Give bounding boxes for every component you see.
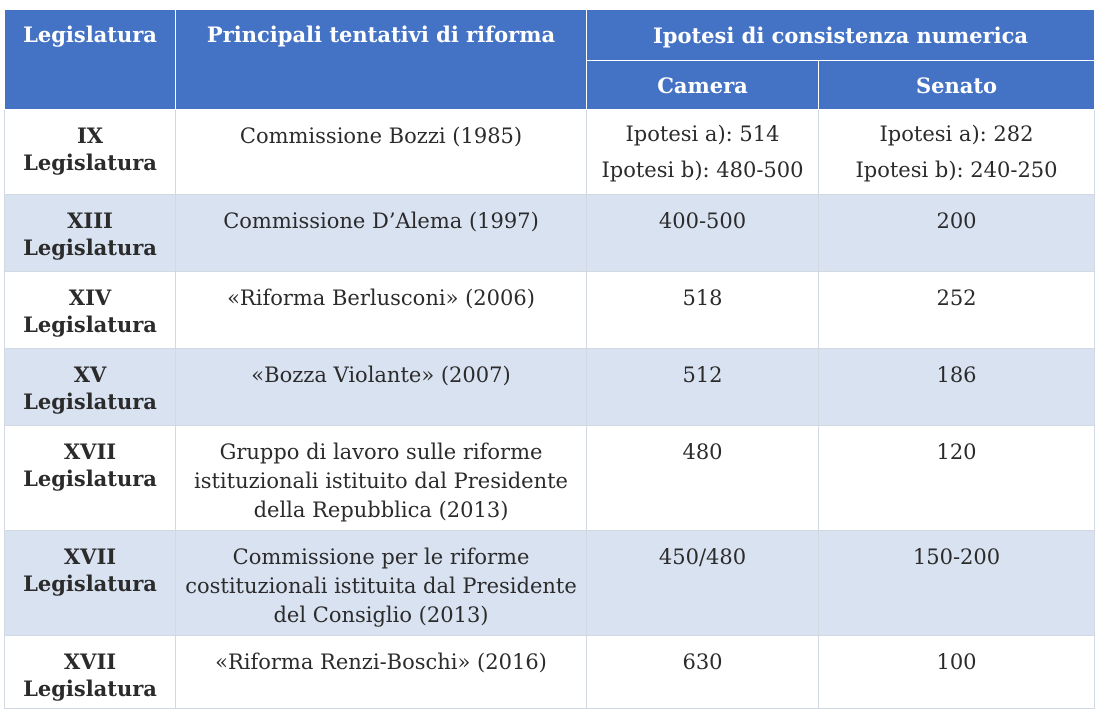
- legislatura-word: Legislatura: [23, 466, 157, 491]
- riforma-line: costituzionali istituita dal Presidente: [185, 574, 577, 598]
- camera-cell: [587, 110, 819, 195]
- header-legislatura: Legislatura: [5, 10, 176, 110]
- riforma-line: del Consiglio (2013): [273, 603, 489, 627]
- reform-table-container: [4, 9, 1094, 709]
- senato-cell: 186: [819, 349, 1095, 426]
- legislatura-cell: [5, 531, 176, 636]
- header-camera: Camera: [587, 61, 819, 110]
- reform-table: [4, 9, 1095, 709]
- riforma-cell: [176, 531, 587, 636]
- camera-cell: 512: [587, 349, 819, 426]
- legislatura-word: Legislatura: [23, 676, 157, 701]
- legislatura-word: Legislatura: [23, 312, 157, 337]
- camera-cell: 450/480: [587, 531, 819, 636]
- camera-cell: 630: [587, 636, 819, 709]
- legislatura-cell: [5, 110, 176, 195]
- header-row-top: [5, 10, 1095, 61]
- legislatura-cell: [5, 636, 176, 709]
- legislatura-number: XVII: [63, 649, 117, 674]
- table-row: [5, 531, 1095, 636]
- senato-hypothesis-b: Ipotesi b): 240-250: [855, 158, 1058, 182]
- riforma-line: della Repubblica (2013): [253, 498, 509, 522]
- legislatura-number: XIII: [67, 208, 113, 233]
- senato-cell: 150-200: [819, 531, 1095, 636]
- legislatura-number: XVII: [63, 544, 117, 569]
- legislatura-number: XVII: [63, 439, 117, 464]
- camera-hypothesis-a: Ipotesi a): 514: [625, 122, 780, 146]
- header-tentativi: Principali tentativi di riforma: [176, 10, 587, 110]
- table-row: [5, 636, 1095, 709]
- riforma-cell: Commissione Bozzi (1985): [176, 110, 587, 195]
- riforma-cell: «Bozza Violante» (2007): [176, 349, 587, 426]
- legislatura-number: IX: [76, 123, 104, 148]
- riforma-line: Gruppo di lavoro sulle riforme: [219, 440, 543, 464]
- legislatura-cell: [5, 272, 176, 349]
- legislatura-number: XIV: [68, 285, 112, 310]
- legislatura-word: Legislatura: [23, 235, 157, 260]
- legislatura-cell: [5, 349, 176, 426]
- senato-cell: 100: [819, 636, 1095, 709]
- legislatura-number: XV: [73, 362, 107, 387]
- header-ipotesi: Ipotesi di consistenza numerica: [587, 10, 1095, 61]
- table-row: [5, 110, 1095, 195]
- table-row: [5, 195, 1095, 272]
- legislatura-cell: [5, 195, 176, 272]
- header-senato: Senato: [819, 61, 1095, 110]
- riforma-cell: «Riforma Berlusconi» (2006): [176, 272, 587, 349]
- legislatura-word: Legislatura: [23, 571, 157, 596]
- camera-cell: 480: [587, 426, 819, 531]
- riforma-cell: «Riforma Renzi-Boschi» (2016): [176, 636, 587, 709]
- senato-hypothesis-a: Ipotesi a): 282: [879, 122, 1034, 146]
- legislatura-cell: [5, 426, 176, 531]
- camera-hypothesis-b: Ipotesi b): 480-500: [601, 158, 804, 182]
- riforma-cell: Commissione D’Alema (1997): [176, 195, 587, 272]
- riforma-cell: [176, 426, 587, 531]
- table-row: [5, 272, 1095, 349]
- table-row: [5, 349, 1095, 426]
- camera-cell: 518: [587, 272, 819, 349]
- camera-cell: 400-500: [587, 195, 819, 272]
- senato-cell: 200: [819, 195, 1095, 272]
- table-row: [5, 426, 1095, 531]
- legislatura-word: Legislatura: [23, 150, 157, 175]
- riforma-line: Commissione per le riforme: [232, 545, 530, 569]
- senato-cell: 252: [819, 272, 1095, 349]
- senato-cell: 120: [819, 426, 1095, 531]
- riforma-line: istituzionali istituito dal Presidente: [194, 469, 568, 493]
- legislatura-word: Legislatura: [23, 389, 157, 414]
- senato-cell: [819, 110, 1095, 195]
